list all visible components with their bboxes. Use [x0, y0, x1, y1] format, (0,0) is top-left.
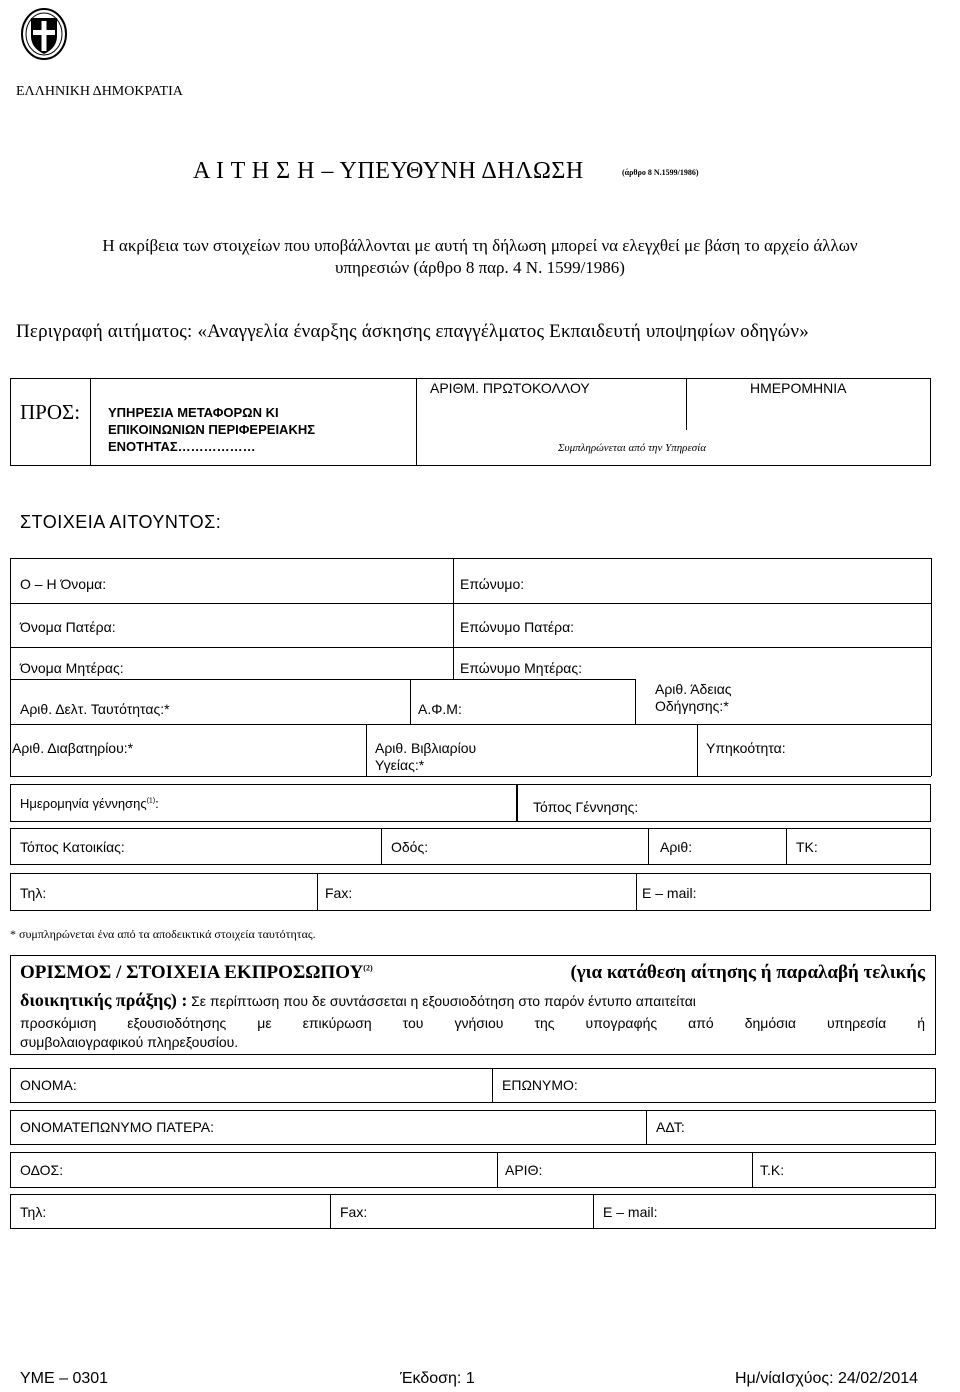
email-label: E – mail:	[642, 885, 697, 901]
form-valid-date: Ημ/νίαΙσχύος: 24/02/2014	[735, 1370, 919, 1387]
intro-text-line1: Η ακρίβεια των στοιχείων που υποβάλλονται με αυτή τη δήλωση μπορεί να ελεγχθεί με βάση το αρχείο άλλων	[102, 236, 858, 255]
rep-email-label: E – mail:	[603, 1204, 658, 1220]
fax-label: Fax:	[325, 885, 353, 901]
form-code: ΥΜΕ – 0301	[20, 1370, 109, 1387]
greek-emblem-icon	[21, 8, 67, 60]
representative-line3: προσκόμιση εξουσιοδότησης με επικύρωση του γνήσιου της υπογραφής από δημόσια υπηρεσία ή	[20, 1015, 925, 1031]
form-edition: Έκδοση: 1	[400, 1370, 475, 1387]
contact-row-box	[10, 873, 931, 911]
phone-label: Τηλ:	[20, 885, 47, 901]
recipient-service: ΥΠΗΡΕΣΙΑ ΜΕΤΑΦΟΡΩΝ ΚΙ ΕΠΙΚΟΙΝΩΝΙΩΝ ΠΕΡΙΦΕΡΕΙΑΚΗΣ ΕΝΟΤΗΤΑΣ………………	[108, 405, 316, 454]
afm-label: Α.Φ.Μ:	[418, 701, 462, 717]
date-header: ΗΜΕΡΟΜΗΝΙΑ	[750, 380, 847, 396]
street-label: Οδός:	[391, 839, 429, 855]
birth-date-label: Ημερομηνία γέννησης$^{(1)}$:	[20, 796, 159, 811]
rep-phone-label: Τηλ:	[20, 1204, 47, 1220]
grid-line	[492, 1068, 493, 1103]
grid-line	[10, 558, 931, 559]
grid-line	[10, 647, 931, 648]
grid-line	[366, 724, 367, 776]
representative-title: ΟΡΙΣΜΟΣ / ΣΤΟΙΧΕΙΑ ΕΚΠΡΟΣΩΠΟΥ$^{(2)}$ (για κατάθεση αίτησης ή παραλαβή τελικής	[20, 962, 925, 983]
request-description: Περιγραφή αιτήματος: «Αναγγελία έναρξης άσκησης επαγγέλματος Εκπαιδευτή υποψηφίων οδηγών»	[16, 321, 809, 342]
representative-line4: συμβολαιογραφικού πληρεξουσίου.	[20, 1034, 239, 1050]
grid-line	[10, 724, 931, 725]
intro-text-line2: υπηρεσιών (άρθρο 8 παρ. 4 Ν. 1599/1986)	[335, 258, 625, 277]
grid-line	[410, 679, 411, 724]
grid-line	[931, 558, 932, 776]
grid-line	[381, 828, 382, 865]
page-title: Α Ι Τ Η Σ Η – ΥΠΕΥΘΥΝΗ ΔΗΛΩΣΗ	[193, 158, 584, 184]
grid-line	[330, 1194, 331, 1229]
recipient-label: ΠΡΟΣ:	[20, 400, 81, 424]
divider	[416, 378, 417, 466]
grid-line	[10, 558, 11, 776]
grid-line	[10, 679, 635, 680]
rep-fax-label: Fax:	[340, 1204, 368, 1220]
residence-label: Τόπος Κατοικίας:	[20, 839, 125, 855]
divider	[686, 378, 687, 430]
grid-line	[646, 1110, 647, 1145]
protocol-number-header: ΑΡΙΘΜ. ΠΡΩΤΟΚΟΛΛΟΥ	[430, 380, 590, 396]
grid-line	[453, 558, 454, 680]
rep-address-row	[10, 1152, 936, 1188]
identity-footnote: * συμπληρώνεται ένα από τα αποδεικτικά στοιχεία ταυτότητας.	[10, 927, 316, 941]
driving-license-label: Αριθ. Άδειας Οδήγησης:*	[655, 681, 732, 714]
postcode-label: ΤΚ:	[796, 839, 818, 855]
rep-father-label: ΟΝΟΜΑΤΕΠΩΝΥΜΟ ΠΑΤΕΡΑ:	[20, 1119, 215, 1135]
surname-field-label: Επώνυμο:	[460, 576, 525, 592]
grid-line	[10, 776, 931, 777]
grid-line	[648, 828, 649, 865]
rep-adt-label: ΑΔΤ:	[656, 1119, 685, 1135]
grid-line	[636, 873, 637, 911]
divider	[90, 378, 91, 466]
health-book-label: Αριθ. Βιβλιαρίου Υγείας:*	[375, 740, 477, 773]
id-number-label: Αριθ. Δελτ. Ταυτότητας:*	[20, 701, 170, 717]
grid-line	[697, 724, 698, 776]
representative-line2: διοικητικής πράξης) : Σε περίπτωση που δε συντάσσεται η εξουσιοδότηση στο παρόν έντυπο απαιτείται	[20, 990, 696, 1010]
title-law-note: (άρθρο 8 Ν.1599/1986)	[622, 168, 699, 177]
name-field-label: Ο – Η Όνομα:	[20, 576, 107, 592]
grid-line	[786, 828, 787, 865]
father-surname-label: Επώνυμο Πατέρα:	[460, 619, 575, 635]
grid-line	[317, 873, 318, 911]
rep-name-row	[10, 1068, 936, 1103]
applicant-section-title: ΣΤΟΙΧΕΙΑ ΑΙΤΟΥΝΤΟΣ:	[20, 512, 222, 532]
mother-surname-label: Επώνυμο Μητέρας:	[460, 660, 583, 676]
grid-line	[10, 603, 931, 604]
number-label: Αριθ:	[660, 839, 693, 855]
rep-name-label: ΟΝΟΜΑ:	[20, 1077, 77, 1093]
mother-name-label: Όνομα Μητέρας:	[20, 660, 124, 676]
rep-surname-label: ΕΠΩΝΥΜΟ:	[502, 1077, 578, 1093]
residence-row-box	[10, 828, 931, 865]
grid-line	[752, 1152, 753, 1188]
rep-contact-row	[10, 1194, 936, 1229]
grid-line	[635, 679, 636, 724]
grid-line	[593, 1194, 594, 1229]
rep-street-label: ΟΔΟΣ:	[20, 1162, 64, 1178]
rep-number-label: ΑΡΙΘ:	[505, 1162, 543, 1178]
citizenship-label: Υπηκοότητα:	[706, 740, 786, 756]
republic-label: ΕΛΛΗΝΙΚΗ ΔΗΜΟΚΡΑΤΙΑ	[16, 84, 183, 99]
rep-postcode-label: Τ.Κ:	[760, 1162, 785, 1178]
filled-by-service-note: Συμπληρώνεται από την Υπηρεσία	[558, 442, 707, 454]
passport-label: Αριθ. Διαβατηρίου:*	[12, 740, 134, 756]
birth-place-label: Τόπος Γέννησης:	[533, 799, 639, 815]
father-name-label: Όνομα Πατέρα:	[20, 619, 116, 635]
grid-line	[497, 1152, 498, 1188]
